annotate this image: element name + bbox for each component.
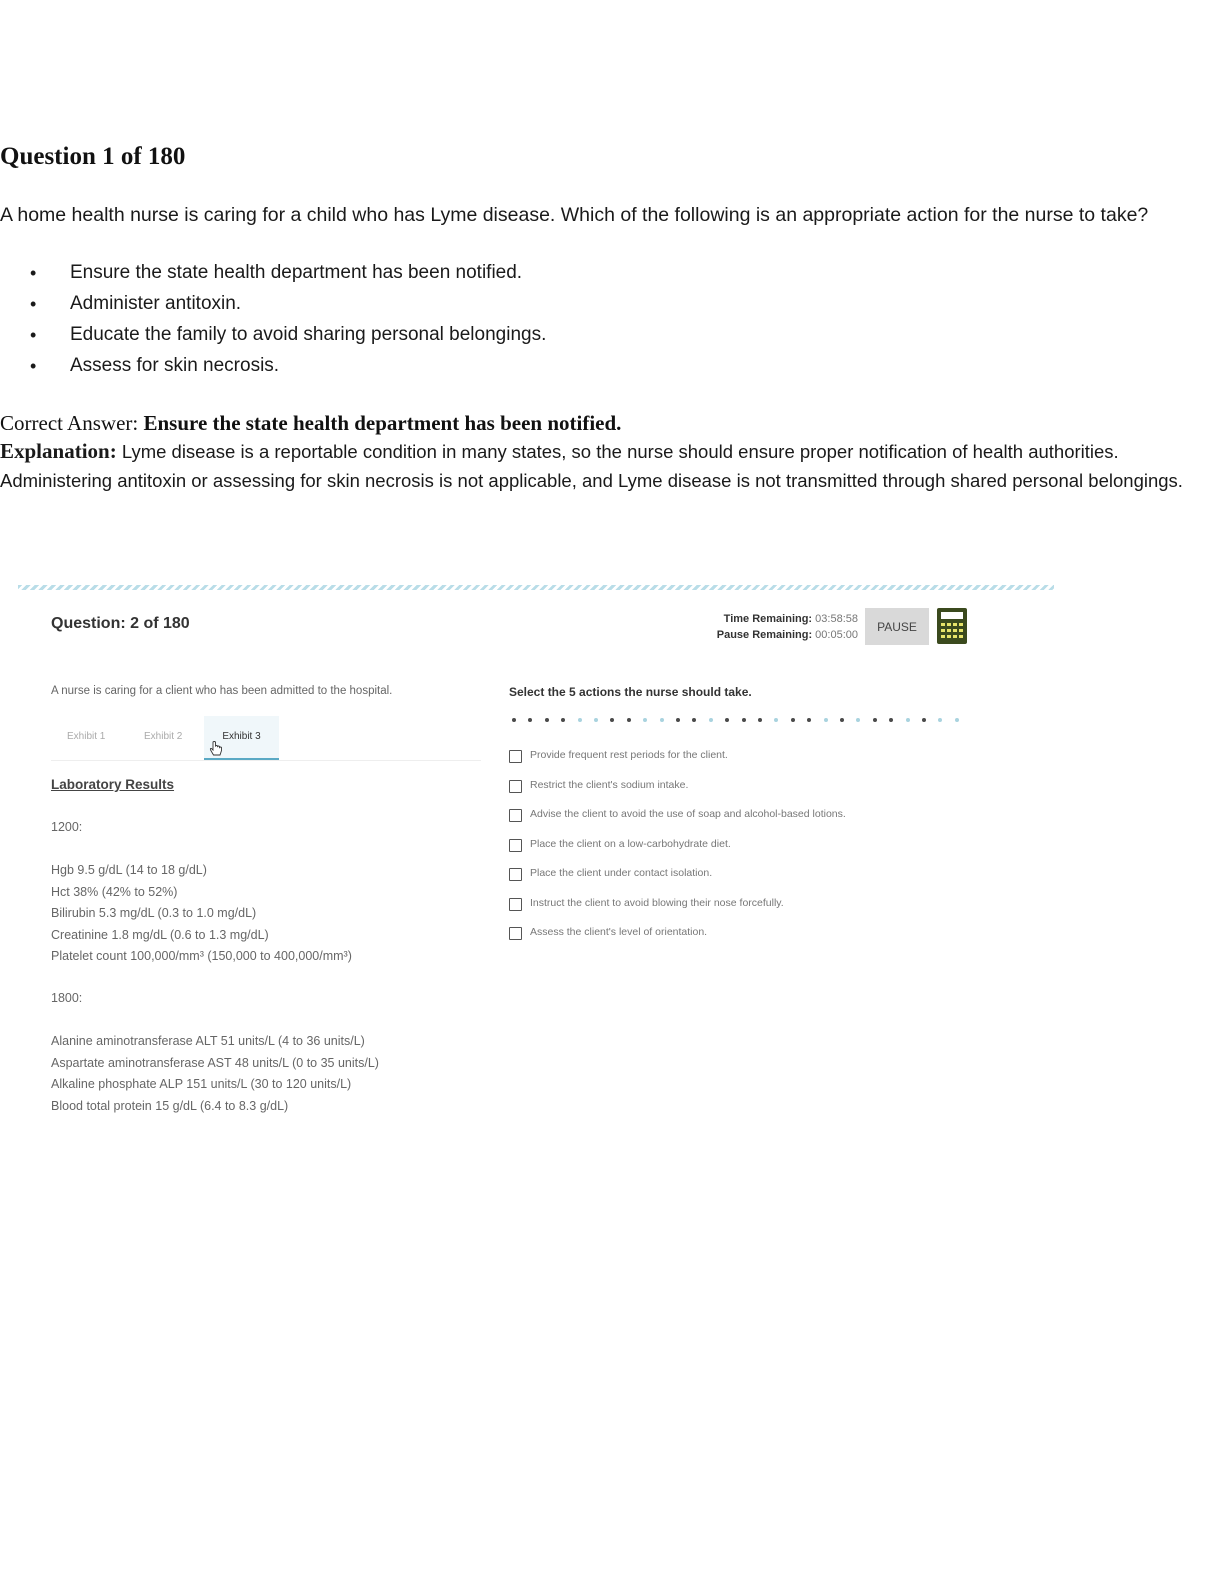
lab-value: Creatinine 1.8 mg/dL (0.6 to 1.3 mg/dL) [51, 927, 269, 942]
answer-block [0, 409, 1200, 495]
choice-label: Instruct the client to avoid blowing their nose forcefully. [530, 896, 784, 909]
checkbox[interactable] [509, 898, 522, 911]
question-title: Question 1 of 180 [0, 143, 186, 170]
choice-label: Place the client under contact isolation. [530, 867, 713, 879]
progress-dot [545, 718, 549, 722]
lab-value: Hct 38% (42% to 52%) [51, 884, 178, 899]
choice-label: Restrict the client's sodium intake. [530, 778, 689, 791]
lab-results-1200 [51, 860, 352, 968]
progress-dot [906, 718, 910, 722]
progress-dot [889, 718, 893, 722]
lab-value: Blood total protein 15 g/dL (6.4 to 8.3 g/dL) [51, 1098, 289, 1113]
lab-value: Hgb 9.5 g/dL (14 to 18 g/dL) [51, 863, 207, 877]
lab-time-1800: 1800: [51, 991, 83, 1005]
bullet: • [30, 356, 37, 376]
progress-dot [610, 718, 614, 722]
progress-dot [791, 718, 795, 722]
progress-dot [627, 718, 631, 722]
progress-dot [807, 718, 811, 722]
checkbox[interactable] [509, 780, 522, 793]
explanation-label: Explanation: [0, 439, 117, 463]
lab-time-1200: 1200: [51, 820, 83, 834]
question-stem: A nurse is caring for a client who has been admitted to the hospital. [51, 685, 393, 697]
progress-dot [676, 718, 680, 722]
progress-dot [774, 718, 778, 722]
lab-value: Alkaline phosphate ALP 151 units/L (30 to 120 units/L) [51, 1077, 352, 1091]
time-remaining-value: 03:58:58 [815, 613, 858, 625]
progress-dot [528, 718, 532, 722]
timer [673, 611, 858, 643]
progress-dot [922, 718, 926, 722]
bullet: • [30, 263, 37, 283]
hand-cursor-icon [209, 741, 223, 757]
lab-value: Bilirubin 5.3 mg/dL (0.3 to 1.0 mg/dL) [51, 906, 257, 920]
bullet: • [30, 294, 37, 314]
correct-answer [0, 409, 1200, 437]
lab-results-1800 [51, 1031, 379, 1117]
pause-remaining-label: Pause Remaining: [716, 629, 813, 641]
progress-dot [594, 718, 598, 722]
tab-exhibit-1[interactable]: Exhibit 1 [67, 731, 106, 742]
progress-dot [578, 718, 582, 722]
explanation [0, 437, 1200, 495]
option-text: Ensure the state health department has been notified. [70, 262, 523, 283]
checkbox[interactable] [509, 750, 522, 763]
explanation-text: Lyme disease is a reportable condition in many states, so the nurse should ensure proper notification of health authorities. Administering antitoxin or assessing for skin necrosis is not applicable, and Lyme disease is not transmitted through shared personal belongings. [0, 441, 1183, 491]
panel-top-border [18, 585, 1054, 590]
lab-value: Aspartate aminotransferase AST 48 units/L (0 to 35 units/L) [51, 1055, 379, 1070]
progress-dot [758, 718, 762, 722]
progress-dots [512, 718, 972, 724]
exhibit-tabs [51, 716, 481, 761]
option-text: Assess for skin necrosis. [70, 355, 280, 376]
progress-dot [824, 718, 828, 722]
choice-label: Assess the client's level of orientation. [530, 926, 708, 938]
progress-dot [660, 718, 664, 722]
progress-dot [856, 718, 860, 722]
progress-dot [938, 718, 942, 722]
progress-dot [725, 718, 729, 722]
correct-answer-value: Ensure the state health department has been notified. [143, 411, 622, 435]
choice-label: Advise the client to avoid the use of soap and alcohol-based lotions. [530, 808, 846, 820]
tab-exhibit-2[interactable]: Exhibit 2 [144, 731, 183, 742]
tab-exhibit-3[interactable]: Exhibit 3 [204, 716, 279, 760]
progress-dot [955, 718, 959, 722]
choice-label: Provide frequent rest periods for the client. [530, 749, 728, 761]
lab-value: Platelet count 100,000/mm³ (150,000 to 400,000/mm³) [51, 949, 352, 963]
option-text: Administer antitoxin. [70, 293, 242, 314]
checkbox[interactable] [509, 868, 522, 881]
progress-dot [840, 718, 844, 722]
progress-dot [512, 718, 516, 722]
checkbox[interactable] [509, 927, 522, 940]
checkbox[interactable] [509, 839, 522, 852]
progress-dot [873, 718, 877, 722]
progress-dot [742, 718, 746, 722]
progress-dot [561, 718, 565, 722]
progress-dot [709, 718, 713, 722]
bullet: • [30, 325, 37, 345]
pause-remaining-value: 00:05:00 [815, 629, 858, 641]
calculator-icon[interactable] [936, 607, 968, 645]
progress-dot [692, 718, 696, 722]
pause-button[interactable]: PAUSE [865, 608, 929, 645]
lab-value: Alanine aminotransferase ALT 51 units/L (4 to 36 units/L) [51, 1034, 365, 1048]
lab-results-title: Laboratory Results [51, 777, 175, 792]
exam-screenshot [18, 585, 1054, 1130]
question-text: A home health nurse is caring for a child who has Lyme disease. Which of the following is an appropriate action for the nurse to take? [0, 204, 1149, 226]
choice-label: Place the client on a low-carbohydrate diet. [530, 837, 731, 850]
option-text: Educate the family to avoid sharing personal belongings. [70, 324, 547, 345]
correct-answer-label: Correct Answer: [0, 411, 139, 435]
checkbox[interactable] [509, 809, 522, 822]
progress-dot [643, 718, 647, 722]
select-prompt: Select the 5 actions the nurse should take. [509, 685, 752, 699]
time-remaining-label: Time Remaining: [723, 613, 813, 625]
screenshot-question-title: Question: 2 of 180 [51, 615, 190, 632]
